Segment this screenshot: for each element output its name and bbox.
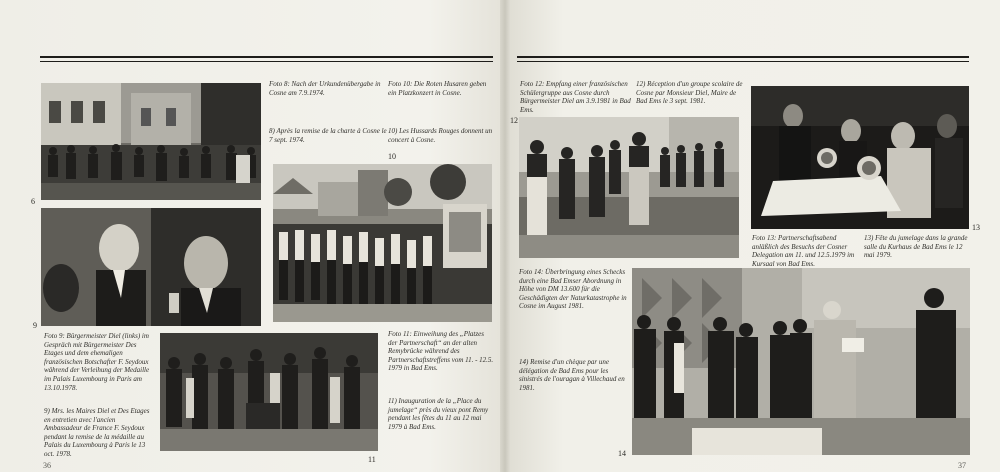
caption-11-fr: 11) Inauguration de la „Place du jumelage“ près du vieux pont Remy pendant les fêtes du 11 au 12 mai 1979 à Bad Ems. — [388, 397, 489, 431]
photo-11-ribbon-crowd — [160, 333, 378, 451]
photo-13-number: 13 — [972, 223, 980, 232]
caption-12-fr: 12) Réception d'un groupe scolaire de Cosne par Monsieur Diel, Maire de Bad Ems le 3 sept. 1981. — [636, 80, 743, 106]
right-page-number: 37 — [958, 461, 966, 470]
photo-12-number: 12 — [510, 116, 518, 125]
caption-13-de: Foto 13: Partnerschaftsabend anläßlich des Besuchs der Cosner Delegation am 11. und 12.5.1979 im Kursaal von Bad Ems. — [752, 234, 855, 268]
photo-6-crowd-square — [41, 83, 261, 200]
right-header-rule-thin — [517, 61, 969, 62]
caption-12-de: Foto 12: Empfang einer französischen Schülergruppe aus Cosne durch Bürgermeister Diel am 3.9.1981 in Bad Ems. — [520, 80, 631, 114]
left-page-number: 36 — [43, 461, 51, 470]
book-gutter — [500, 0, 510, 472]
caption-10-de: Foto 10: Die Roten Husaren geben ein Platzkonzert in Cosne. — [388, 80, 487, 97]
caption-11-de: Foto 11: Einweihung des „Platzes der Partnerschaft“ an der alten Remybrücke während des Partnerschaftstreffens vom 11. - 12.5. 1979 in Bad Ems. — [388, 330, 494, 373]
photo-9-mayor-portrait — [41, 208, 261, 326]
photo-10-number: 10 — [388, 152, 396, 161]
photo-6-number: 6 — [31, 197, 35, 206]
photo-13-kursaal-table — [751, 86, 969, 229]
photo-14-number: 14 — [618, 449, 626, 458]
photo-12-schoolchildren — [519, 117, 739, 258]
caption-8-fr: 8) Après la remise de la charte à Cosne le 7 sept. 1974. — [269, 127, 387, 144]
caption-13-fr: 13) Fête du jumelage dans la grande salle du Kurhaus de Bad Ems le 12 mai 1979. — [864, 234, 968, 260]
caption-14-de: Foto 14: Überbringung eines Schecks durch eine Bad Emser Abordnung in Höhe von DM 13.600 für die Geschädigten der Naturkatastrophe in Cosne im August 1981. — [519, 268, 627, 311]
caption-9-fr: 9) Mrs. les Maires Diel et Des Etages en entretien avec l'ancien Ambassadeur de France F. Seydoux pendant la remise de la médaille au Palais du Luxembourg à Paris le 13 oct. 1978. — [44, 407, 150, 458]
caption-14-fr: 14) Remise d'un chèque par une délégation de Bad Ems pour les sinistrés de l'ouragan à Villechaud en 1981. — [519, 358, 625, 392]
photo-10-band-parade — [273, 164, 492, 322]
caption-10-fr: 10) Les Hussards Rouges donnent un concert à Cosne. — [388, 127, 493, 144]
left-header-rule — [40, 56, 493, 58]
photo-9-number: 9 — [33, 321, 37, 330]
caption-9-de: Foto 9: Bürgermeister Diel (links) im Gespräch mit Bürgermeister Des Etages und dem ehemaligen französischen Botschafter F. Seydoux während der Verleihung der Medaille im Palais Luxembourg in Paris am 13.10.1978. — [44, 332, 150, 392]
right-header-rule — [517, 56, 969, 58]
caption-8-de: Foto 8: Nach der Urkundenübergabe in Cosne am 7.9.1974. — [269, 80, 381, 97]
photo-14-cheque-handover — [632, 268, 970, 455]
left-header-rule-thin — [40, 61, 493, 62]
photo-11-number: 11 — [368, 455, 376, 464]
